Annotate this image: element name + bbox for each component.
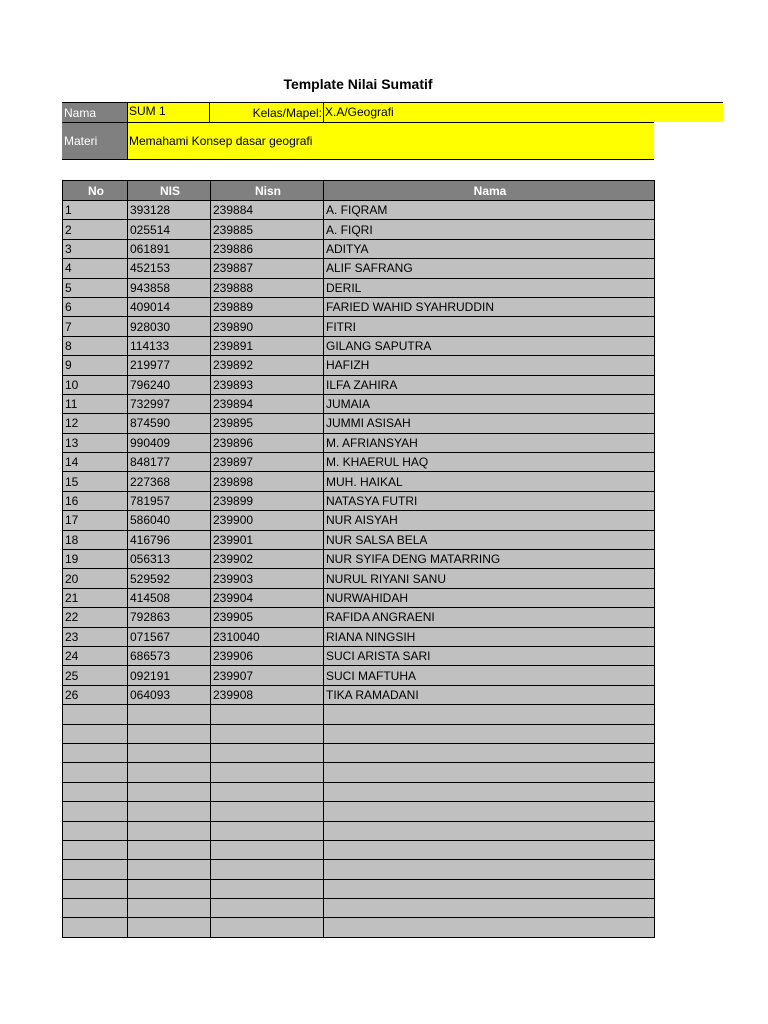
cell-no[interactable]: 11	[63, 394, 128, 413]
cell-nisn[interactable]: 239896	[211, 433, 324, 452]
table-row	[63, 608, 655, 627]
empty-cell[interactable]	[211, 821, 324, 840]
cell-nis[interactable]: 928030	[128, 317, 211, 336]
cell-nis[interactable]: 227368	[128, 472, 211, 491]
column-header-nis: NIS	[128, 181, 211, 201]
empty-cell[interactable]	[211, 840, 324, 859]
empty-table-row	[63, 782, 655, 801]
cell-no[interactable]: 5	[63, 278, 128, 297]
empty-cell[interactable]	[211, 743, 324, 762]
cell-nisn[interactable]: 239890	[211, 317, 324, 336]
empty-cell[interactable]	[63, 802, 128, 821]
page-title: Template Nilai Sumatif	[283, 76, 433, 92]
column-header-nama: Nama	[324, 181, 655, 201]
cell-nis[interactable]: 586040	[128, 511, 211, 530]
cell-nama[interactable]: DERIL	[324, 278, 655, 297]
cell-no[interactable]: 17	[63, 511, 128, 530]
empty-table-row	[63, 860, 655, 879]
cell-nama[interactable]: SUCI ARISTA SARI	[324, 646, 655, 665]
empty-cell[interactable]	[63, 743, 128, 762]
table-row	[63, 356, 655, 375]
empty-table-row	[63, 705, 655, 724]
cell-no[interactable]: 4	[63, 259, 128, 278]
cell-nama[interactable]: NATASYA FUTRI	[324, 491, 655, 510]
cell-nisn[interactable]: 239884	[211, 201, 324, 220]
cell-nisn[interactable]: 239897	[211, 453, 324, 472]
empty-cell[interactable]	[211, 782, 324, 801]
empty-cell[interactable]	[211, 879, 324, 898]
empty-cell[interactable]	[324, 705, 655, 724]
cell-nama[interactable]: HAFIZH	[324, 356, 655, 375]
table-row	[63, 278, 655, 297]
cell-no[interactable]: 16	[63, 491, 128, 510]
cell-nama[interactable]: JUMAIA	[324, 394, 655, 413]
empty-cell[interactable]	[211, 724, 324, 743]
table-row	[63, 259, 655, 278]
table-row	[63, 627, 655, 646]
cell-nama[interactable]: RAFIDA ANGRAENI	[324, 608, 655, 627]
cell-no[interactable]: 9	[63, 356, 128, 375]
cell-no[interactable]: 19	[63, 550, 128, 569]
cell-nisn[interactable]: 239906	[211, 646, 324, 665]
cell-nis[interactable]: 393128	[128, 201, 211, 220]
cell-nisn[interactable]: 239895	[211, 414, 324, 433]
cell-nama[interactable]: NUR AISYAH	[324, 511, 655, 530]
cell-no[interactable]: 26	[63, 685, 128, 704]
cell-no[interactable]: 10	[63, 375, 128, 394]
empty-cell[interactable]	[324, 763, 655, 782]
cell-nisn[interactable]: 239892	[211, 356, 324, 375]
cell-nis[interactable]: 943858	[128, 278, 211, 297]
kelas-label: Kelas/Mapel:	[210, 102, 323, 122]
empty-cell[interactable]	[63, 763, 128, 782]
empty-table-row	[63, 743, 655, 762]
empty-cell[interactable]	[128, 860, 211, 879]
cell-nisn[interactable]: 239899	[211, 491, 324, 510]
empty-cell[interactable]	[324, 860, 655, 879]
empty-cell[interactable]	[128, 918, 211, 937]
cell-nisn[interactable]: 239904	[211, 588, 324, 607]
cell-nisn[interactable]: 239893	[211, 375, 324, 394]
cell-nama[interactable]: A. FIQRAM	[324, 201, 655, 220]
cell-nama[interactable]: NURWAHIDAH	[324, 588, 655, 607]
cell-no[interactable]: 3	[63, 239, 128, 258]
cell-nis[interactable]: 529592	[128, 569, 211, 588]
empty-cell[interactable]	[324, 821, 655, 840]
cell-nama[interactable]: A. FIQRI	[324, 220, 655, 239]
table-row	[63, 569, 655, 588]
empty-table-row	[63, 802, 655, 821]
cell-no[interactable]: 18	[63, 530, 128, 549]
cell-nama[interactable]: TIKA RAMADANI	[324, 685, 655, 704]
cell-nis[interactable]: 732997	[128, 394, 211, 413]
empty-cell[interactable]	[63, 899, 128, 918]
cell-no[interactable]: 8	[63, 336, 128, 355]
table-row	[63, 511, 655, 530]
cell-nama[interactable]: NUR SALSA BELA	[324, 530, 655, 549]
empty-cell[interactable]	[211, 802, 324, 821]
table-body	[63, 201, 655, 938]
cell-no[interactable]: 15	[63, 472, 128, 491]
empty-cell[interactable]	[324, 724, 655, 743]
cell-nama[interactable]: JUMMI ASISAH	[324, 414, 655, 433]
cell-nisn[interactable]: 239885	[211, 220, 324, 239]
cell-nisn[interactable]: 239889	[211, 297, 324, 316]
cell-nisn[interactable]: 239898	[211, 472, 324, 491]
cell-no[interactable]: 25	[63, 666, 128, 685]
cell-nis[interactable]: 990409	[128, 433, 211, 452]
cell-nisn[interactable]: 239908	[211, 685, 324, 704]
cell-nis[interactable]: 416796	[128, 530, 211, 549]
cell-nisn[interactable]: 239905	[211, 608, 324, 627]
cell-nama[interactable]: ALIF SAFRANG	[324, 259, 655, 278]
cell-nis[interactable]: 686573	[128, 646, 211, 665]
table-row	[63, 433, 655, 452]
cell-nis[interactable]: 071567	[128, 627, 211, 646]
table-row	[63, 646, 655, 665]
cell-no[interactable]: 20	[63, 569, 128, 588]
cell-nama[interactable]: M. AFRIANSYAH	[324, 433, 655, 452]
cell-nama[interactable]: SUCI MAFTUHA	[324, 666, 655, 685]
empty-table-row	[63, 918, 655, 937]
empty-cell[interactable]	[128, 705, 211, 724]
cell-no[interactable]: 24	[63, 646, 128, 665]
empty-cell[interactable]	[211, 705, 324, 724]
empty-cell[interactable]	[211, 918, 324, 937]
materi-value-cell[interactable]: Memahami Konsep dasar geografi	[127, 122, 654, 160]
empty-cell[interactable]	[211, 899, 324, 918]
table-header-row	[63, 181, 655, 201]
table-row	[63, 685, 655, 704]
empty-cell[interactable]	[63, 724, 128, 743]
kelas-value-cell[interactable]: X.A/Geografi	[323, 102, 723, 122]
empty-cell[interactable]	[128, 802, 211, 821]
empty-cell[interactable]	[63, 879, 128, 898]
cell-nis[interactable]: 025514	[128, 220, 211, 239]
empty-cell[interactable]	[324, 840, 655, 859]
student-table	[62, 180, 655, 938]
empty-cell[interactable]	[128, 899, 211, 918]
cell-nis[interactable]: 452153	[128, 259, 211, 278]
empty-table-row	[63, 899, 655, 918]
cell-nama[interactable]: ILFA ZAHIRA	[324, 375, 655, 394]
column-header-nisn: Nisn	[211, 181, 324, 201]
nama-label: Nama	[62, 102, 127, 122]
table-row	[63, 220, 655, 239]
empty-cell[interactable]	[128, 879, 211, 898]
column-header-no: No	[63, 181, 128, 201]
table-row	[63, 472, 655, 491]
table-row	[63, 317, 655, 336]
table-row	[63, 375, 655, 394]
cell-nisn[interactable]: 2310040	[211, 627, 324, 646]
empty-cell[interactable]	[128, 743, 211, 762]
empty-cell[interactable]	[324, 918, 655, 937]
cell-nis[interactable]: 061891	[128, 239, 211, 258]
empty-cell[interactable]	[63, 821, 128, 840]
cell-nisn[interactable]: 239887	[211, 259, 324, 278]
materi-label: Materi	[62, 122, 127, 160]
empty-cell[interactable]	[128, 763, 211, 782]
table-row	[63, 201, 655, 220]
cell-nis[interactable]: 848177	[128, 453, 211, 472]
table-row	[63, 336, 655, 355]
cell-nama[interactable]: NUR SYIFA DENG MATARRING	[324, 550, 655, 569]
cell-nisn[interactable]: 239891	[211, 336, 324, 355]
empty-cell[interactable]	[63, 782, 128, 801]
empty-cell[interactable]	[63, 860, 128, 879]
cell-nama[interactable]: MUH. HAIKAL	[324, 472, 655, 491]
empty-table-row	[63, 840, 655, 859]
cell-no[interactable]: 22	[63, 608, 128, 627]
cell-nis[interactable]: 114133	[128, 336, 211, 355]
table-row	[63, 414, 655, 433]
empty-cell[interactable]	[211, 763, 324, 782]
table-row	[63, 588, 655, 607]
empty-cell[interactable]	[128, 840, 211, 859]
empty-cell[interactable]	[324, 782, 655, 801]
empty-table-row	[63, 821, 655, 840]
cell-nama[interactable]: RIANA NINGSIH	[324, 627, 655, 646]
empty-cell[interactable]	[324, 879, 655, 898]
cell-no[interactable]: 23	[63, 627, 128, 646]
table-row	[63, 297, 655, 316]
table-row	[63, 491, 655, 510]
cell-nama[interactable]: NURUL RIYANI SANU	[324, 569, 655, 588]
cell-nis[interactable]: 414508	[128, 588, 211, 607]
cell-nis[interactable]: 219977	[128, 356, 211, 375]
table-row	[63, 453, 655, 472]
cell-nama[interactable]: GILANG SAPUTRA	[324, 336, 655, 355]
empty-cell[interactable]	[63, 840, 128, 859]
cell-nisn[interactable]: 239888	[211, 278, 324, 297]
cell-nis[interactable]: 409014	[128, 297, 211, 316]
empty-cell[interactable]	[63, 918, 128, 937]
empty-table-row	[63, 724, 655, 743]
cell-no[interactable]: 2	[63, 220, 128, 239]
cell-nisn[interactable]: 239901	[211, 530, 324, 549]
cell-nisn[interactable]: 239902	[211, 550, 324, 569]
cell-nis[interactable]: 796240	[128, 375, 211, 394]
cell-no[interactable]: 7	[63, 317, 128, 336]
empty-cell[interactable]	[128, 782, 211, 801]
table-row	[63, 239, 655, 258]
cell-nisn[interactable]: 239886	[211, 239, 324, 258]
nama-value-cell[interactable]: SUM 1	[127, 102, 210, 122]
cell-no[interactable]: 21	[63, 588, 128, 607]
table-row	[63, 550, 655, 569]
cell-nis[interactable]: 874590	[128, 414, 211, 433]
cell-nis[interactable]: 092191	[128, 666, 211, 685]
table-row	[63, 530, 655, 549]
cell-no[interactable]: 6	[63, 297, 128, 316]
cell-nis[interactable]: 792863	[128, 608, 211, 627]
empty-cell[interactable]	[128, 724, 211, 743]
cell-nis[interactable]: 781957	[128, 491, 211, 510]
empty-cell[interactable]	[324, 743, 655, 762]
cell-nisn[interactable]: 239894	[211, 394, 324, 413]
cell-nisn[interactable]: 239907	[211, 666, 324, 685]
empty-table-row	[63, 879, 655, 898]
empty-cell[interactable]	[324, 899, 655, 918]
cell-nisn[interactable]: 239903	[211, 569, 324, 588]
cell-nis[interactable]: 056313	[128, 550, 211, 569]
empty-cell[interactable]	[63, 705, 128, 724]
cell-no[interactable]: 1	[63, 201, 128, 220]
cell-no[interactable]: 13	[63, 433, 128, 452]
empty-cell[interactable]	[324, 802, 655, 821]
cell-nama[interactable]: ADITYA	[324, 239, 655, 258]
empty-cell[interactable]	[128, 821, 211, 840]
cell-nama[interactable]: FARIED WAHID SYAHRUDDIN	[324, 297, 655, 316]
cell-nisn[interactable]: 239900	[211, 511, 324, 530]
empty-table-row	[63, 763, 655, 782]
cell-nis[interactable]: 064093	[128, 685, 211, 704]
cell-nama[interactable]: FITRI	[324, 317, 655, 336]
table-row	[63, 394, 655, 413]
cell-nama[interactable]: M. KHAERUL HAQ	[324, 453, 655, 472]
cell-no[interactable]: 12	[63, 414, 128, 433]
table-row	[63, 666, 655, 685]
cell-no[interactable]: 14	[63, 453, 128, 472]
empty-cell[interactable]	[211, 860, 324, 879]
